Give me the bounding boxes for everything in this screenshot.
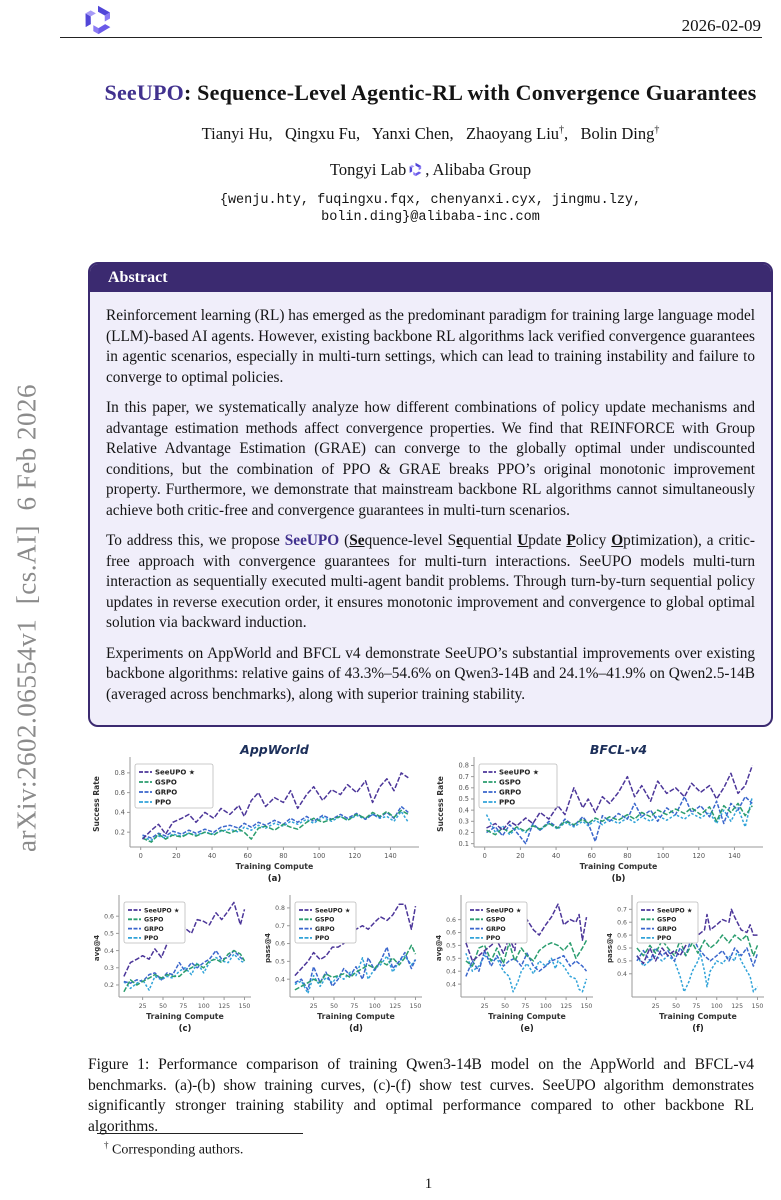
svg-text:(f): (f) bbox=[692, 1024, 704, 1034]
author: Yanxi Chen bbox=[371, 124, 450, 143]
svg-text:0.5: 0.5 bbox=[446, 955, 456, 963]
svg-text:0.6: 0.6 bbox=[275, 940, 285, 948]
email-block bbox=[88, 192, 773, 226]
svg-text:GRPO: GRPO bbox=[315, 925, 335, 933]
svg-text:0.1: 0.1 bbox=[458, 839, 469, 848]
svg-text:0.5: 0.5 bbox=[617, 945, 627, 953]
chart-a bbox=[90, 743, 426, 891]
svg-text:0.3: 0.3 bbox=[458, 817, 469, 826]
svg-text:0.6: 0.6 bbox=[617, 919, 627, 927]
svg-text:Training Compute: Training Compute bbox=[146, 1012, 224, 1021]
svg-text:125: 125 bbox=[218, 1003, 231, 1010]
svg-text:0.2: 0.2 bbox=[114, 828, 125, 837]
author: Bolin Ding bbox=[580, 124, 655, 143]
svg-text:(c): (c) bbox=[178, 1024, 192, 1034]
abstract-paragraph: In this paper, we systematically analyze how different combinations of policy update mechanisms and advantage estimation methods affect convergence properties. We find that REINFORCE with Group Relative Advantage Estimation (GRAE) can converge to the globally optimal under undiscounted conditions, but the combination of PPO & GRAE breaks PPO’s original monotonic improvement property. Furthermore, we demonstrate that mainstream backbone RL algorithms cannot simultaneously achieve both critic-free and convergence guarantees in multi-turn scenarios. bbox=[106, 399, 755, 519]
affiliation-pre: Tongyi Lab bbox=[329, 160, 407, 179]
svg-text:60: 60 bbox=[587, 852, 596, 860]
svg-text:140: 140 bbox=[728, 852, 741, 860]
svg-text:0.4: 0.4 bbox=[446, 968, 456, 976]
svg-text:0.5: 0.5 bbox=[458, 795, 469, 804]
svg-text:GRPO: GRPO bbox=[657, 925, 677, 933]
svg-text:0.2: 0.2 bbox=[104, 982, 114, 990]
svg-text:75: 75 bbox=[521, 1003, 530, 1010]
svg-text:80: 80 bbox=[623, 852, 632, 860]
svg-text:120: 120 bbox=[348, 852, 362, 860]
svg-text:50: 50 bbox=[501, 1003, 509, 1010]
abstract-paragraph: To address this, we propose SeeUPO (Sequence-level Sequential Update Policy Optimization), a critic-free approach with convergence guarantees for multi-turn interactions. SeeUPO models multi-turn interaction as sequentially executed multi-agent bandit problems. Through turn-by-turn sequential policy updates in reverse execution order, it ensures monotonic improvement and convergence to global optimal solution via backward induction. bbox=[106, 532, 755, 631]
svg-text:100: 100 bbox=[312, 852, 326, 860]
svg-text:25: 25 bbox=[309, 1003, 318, 1010]
svg-text:PPO: PPO bbox=[657, 935, 672, 943]
svg-text:0.8: 0.8 bbox=[275, 905, 285, 913]
svg-text:60: 60 bbox=[243, 852, 252, 860]
footnote-dagger: † bbox=[104, 1140, 109, 1150]
svg-text:100: 100 bbox=[656, 852, 670, 860]
svg-text:Training Compute: Training Compute bbox=[235, 862, 314, 871]
author-list: Tianyi Hu, Qingxu Fu, Yanxi Chen, Zhaoyang Liu†, Bolin Ding† bbox=[201, 124, 660, 143]
svg-text:0.5: 0.5 bbox=[275, 958, 285, 966]
svg-text:20: 20 bbox=[172, 852, 181, 860]
figure-caption: Figure 1: Performance comparison of training Qwen3-14B model on the AppWorld and BFCL-v4 benchmarks. (a)-(b) show training curves, (c)-(f) show test curves. SeeUPO algorithm demonstrates significantly stronger training stability and optimal performance compared to other backbone RL algorithms. bbox=[88, 1056, 754, 1135]
svg-text:Success Rate: Success Rate bbox=[92, 776, 101, 832]
svg-text:140: 140 bbox=[384, 852, 397, 860]
svg-text:SeeUPO ★: SeeUPO ★ bbox=[155, 768, 196, 777]
svg-text:PPO: PPO bbox=[315, 935, 330, 943]
svg-text:100: 100 bbox=[197, 1003, 210, 1010]
svg-text:GSPO: GSPO bbox=[155, 778, 177, 787]
svg-text:75: 75 bbox=[692, 1003, 701, 1010]
svg-text:SeeUPO ★: SeeUPO ★ bbox=[315, 907, 351, 915]
svg-text:GRPO: GRPO bbox=[486, 925, 506, 933]
footnote bbox=[104, 1140, 243, 1159]
author: Qingxu Fu bbox=[284, 124, 356, 143]
svg-text:50: 50 bbox=[672, 1003, 680, 1010]
svg-text:125: 125 bbox=[560, 1003, 573, 1010]
svg-text:GSPO: GSPO bbox=[144, 916, 164, 924]
svg-text:(e): (e) bbox=[520, 1024, 534, 1034]
abstract-paragraph: Reinforcement learning (RL) has emerged as the predominant paradigm for training large language model (LLM)-based AI agents. However, existing backbone RL algorithms lack verified convergence guarantees in agentic scenarios, especially in multi-turn settings, which can lead to training instability and failure to converge to optimal policies. bbox=[106, 307, 755, 386]
svg-text:SeeUPO ★: SeeUPO ★ bbox=[657, 907, 693, 915]
svg-text:Training Compute: Training Compute bbox=[488, 1012, 566, 1021]
abstract-paragraph: Experiments on AppWorld and BFCL v4 demonstrate SeeUPO’s substantial improvements over existing backbone algorithms: relative gains of 43.3%–54.6% on Qwen3-14B and 24.1%–41.9% on Qwen2.5-14B (averaged across benchmarks), along with superior training stability. bbox=[106, 644, 755, 703]
svg-text:AppWorld: AppWorld bbox=[240, 743, 309, 757]
svg-text:BFCL-v4: BFCL-v4 bbox=[589, 743, 648, 757]
svg-text:150: 150 bbox=[409, 1003, 422, 1010]
svg-text:0.6: 0.6 bbox=[104, 913, 114, 921]
chart-f bbox=[603, 891, 770, 1041]
abstract-box bbox=[88, 262, 773, 727]
chart-e bbox=[432, 891, 599, 1041]
email-line-2: bolin.ding}@alibaba-inc.com bbox=[321, 210, 540, 225]
figure-row-test-curves bbox=[90, 891, 770, 1041]
footnote-rule bbox=[97, 1133, 303, 1134]
paper-title-brand: SeeUPO bbox=[104, 80, 184, 105]
svg-text:150: 150 bbox=[580, 1003, 593, 1010]
svg-text:120: 120 bbox=[692, 852, 706, 860]
svg-text:0.7: 0.7 bbox=[275, 922, 285, 930]
svg-text:Success Rate: Success Rate bbox=[436, 776, 445, 832]
svg-text:0: 0 bbox=[138, 852, 143, 860]
svg-text:SeeUPO ★: SeeUPO ★ bbox=[144, 907, 180, 915]
svg-text:0.8: 0.8 bbox=[114, 769, 125, 778]
author: Zhaoyang Liu bbox=[466, 124, 560, 143]
affiliation bbox=[88, 160, 773, 180]
svg-text:Training Compute: Training Compute bbox=[659, 1012, 737, 1021]
chart-c bbox=[90, 891, 257, 1041]
svg-text:20: 20 bbox=[516, 852, 525, 860]
footnote-text: Corresponding authors. bbox=[112, 1142, 244, 1158]
svg-text:50: 50 bbox=[330, 1003, 338, 1010]
svg-text:0.3: 0.3 bbox=[104, 964, 114, 972]
svg-text:40: 40 bbox=[551, 852, 561, 860]
svg-text:150: 150 bbox=[751, 1003, 764, 1010]
svg-text:100: 100 bbox=[368, 1003, 381, 1010]
svg-text:0.4: 0.4 bbox=[104, 947, 114, 955]
svg-text:100: 100 bbox=[710, 1003, 723, 1010]
svg-text:0.4: 0.4 bbox=[458, 806, 469, 815]
svg-text:0: 0 bbox=[482, 852, 487, 860]
svg-text:GSPO: GSPO bbox=[315, 916, 335, 924]
svg-text:0.7: 0.7 bbox=[458, 772, 469, 781]
svg-text:0.7: 0.7 bbox=[617, 906, 627, 914]
svg-text:0.4: 0.4 bbox=[275, 976, 285, 984]
svg-text:PPO: PPO bbox=[486, 935, 501, 943]
svg-text:SeeUPO ★: SeeUPO ★ bbox=[499, 768, 540, 777]
figure-1 bbox=[90, 743, 770, 1041]
affiliation-post: , Alibaba Group bbox=[425, 160, 532, 179]
abstract-header: Abstract bbox=[90, 264, 771, 292]
svg-text:0.8: 0.8 bbox=[458, 761, 469, 770]
svg-text:0.6: 0.6 bbox=[446, 916, 456, 924]
svg-text:0.4: 0.4 bbox=[617, 970, 627, 978]
svg-text:SeeUPO ★: SeeUPO ★ bbox=[486, 907, 522, 915]
svg-text:25: 25 bbox=[138, 1003, 147, 1010]
svg-text:avg@4: avg@4 bbox=[435, 934, 443, 962]
svg-text:PPO: PPO bbox=[155, 798, 172, 807]
paper-title-rest: : Sequence-Level Agentic-RL with Convergence Guarantees bbox=[183, 80, 757, 105]
svg-text:(d): (d) bbox=[349, 1024, 363, 1034]
svg-text:GSPO: GSPO bbox=[657, 916, 677, 924]
paper-title bbox=[88, 80, 773, 106]
chart-d bbox=[261, 891, 428, 1041]
figure-row-training-curves bbox=[90, 743, 770, 891]
svg-text:50: 50 bbox=[159, 1003, 167, 1010]
svg-text:0.5: 0.5 bbox=[104, 930, 114, 938]
svg-text:125: 125 bbox=[731, 1003, 744, 1010]
svg-text:25: 25 bbox=[651, 1003, 660, 1010]
svg-text:Training Compute: Training Compute bbox=[579, 862, 658, 871]
svg-text:GRPO: GRPO bbox=[144, 925, 164, 933]
chart-b bbox=[434, 743, 770, 891]
tongyi-logo-small-icon bbox=[406, 160, 425, 179]
abstract-body bbox=[90, 292, 771, 725]
svg-text:25: 25 bbox=[480, 1003, 489, 1010]
svg-text:0.6: 0.6 bbox=[458, 784, 469, 793]
page-content bbox=[88, 0, 773, 1137]
page-number: 1 bbox=[424, 1176, 433, 1192]
svg-text:GRPO: GRPO bbox=[155, 788, 178, 797]
svg-text:Training Compute: Training Compute bbox=[317, 1012, 395, 1021]
svg-text:0.5: 0.5 bbox=[617, 958, 627, 966]
svg-text:GRPO: GRPO bbox=[499, 788, 522, 797]
svg-text:GSPO: GSPO bbox=[499, 778, 521, 787]
svg-text:40: 40 bbox=[207, 852, 217, 860]
svg-text:75: 75 bbox=[350, 1003, 359, 1010]
svg-text:0.2: 0.2 bbox=[458, 828, 469, 837]
svg-text:125: 125 bbox=[389, 1003, 402, 1010]
svg-text:GSPO: GSPO bbox=[486, 916, 506, 924]
email-line-1: {wenju.hty, fuqingxu.fqx, chenyanxi.cyx, jingmu.lzy, bbox=[219, 193, 642, 208]
svg-text:PPO: PPO bbox=[499, 798, 516, 807]
svg-text:0.4: 0.4 bbox=[114, 808, 125, 817]
header-date: 2026-02-09 bbox=[681, 16, 761, 35]
svg-text:pass@4: pass@4 bbox=[606, 933, 614, 963]
svg-text:0.4: 0.4 bbox=[446, 981, 456, 989]
svg-text:150: 150 bbox=[238, 1003, 251, 1010]
author: Tianyi Hu bbox=[201, 124, 269, 143]
svg-text:75: 75 bbox=[179, 1003, 188, 1010]
arxiv-sidebar-label: arXiv:2602.06554v1 [cs.AI] 6 Feb 2026 bbox=[11, 384, 42, 852]
svg-text:100: 100 bbox=[539, 1003, 552, 1010]
svg-text:0.6: 0.6 bbox=[617, 932, 627, 940]
svg-text:0.6: 0.6 bbox=[446, 929, 456, 937]
svg-text:PPO: PPO bbox=[144, 935, 159, 943]
svg-text:0.6: 0.6 bbox=[114, 788, 125, 797]
svg-text:0.5: 0.5 bbox=[446, 942, 456, 950]
svg-text:avg@4: avg@4 bbox=[93, 934, 101, 962]
svg-text:80: 80 bbox=[279, 852, 288, 860]
svg-text:pass@4: pass@4 bbox=[264, 933, 272, 963]
svg-text:(b): (b) bbox=[611, 874, 626, 884]
svg-text:(a): (a) bbox=[267, 874, 282, 884]
